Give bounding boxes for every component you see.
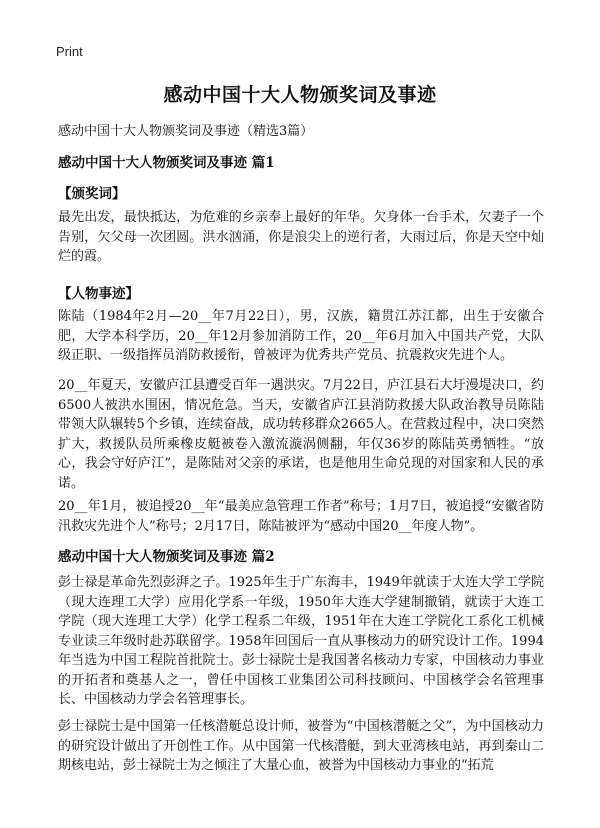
article2-heading-block bbox=[58, 545, 544, 565]
print-link[interactable]: Print bbox=[56, 44, 83, 59]
award-text: 最先出发，最快抵达，为危难的乡亲奉上最好的年华。欠身体一台手术，欠妻子一个告别，欠父母一次团圆。洪水汹涌，你是浪尖上的逆行者，大雨过后，你是天空中灿烂的霞。 bbox=[58, 210, 544, 264]
article2-paragraph-2: 彭士禄院士是中国第一任核潜艇总设计师，被誉为“中国核潜艇之父”，为中国核动力的研究设计做出了开创性工作。从中国第一代核潜艇，到大亚湾核电站，再到秦山二期核电站，彭士禄院士为之倾注了大量心血，被誉为中国核动力事业的“拓荒 bbox=[58, 719, 544, 773]
award-heading: 【颁奖词】 bbox=[58, 186, 126, 202]
article2-paragraph-1: 彭士禄是革命先烈彭湃之子。1925年生于广东海丰，1949年就读于大连大学工学院（现大连理工大学）应用化学系一年级，1950年大连大学建制撤销，就读于大连工学院（现大连理工大学）化学工程系二年级，1951年在大连工学院化工系化工机械专业读三年级时赴苏联留学。1958年回国后一直从事核动力的研究设计工作。1994年当选为中国工程院首批院士。彭士禄院士是我国著名核动力专家，中国核动力事业的开拓者和奠基人之一，曾任中国核工业集团公司科技顾问、中国核学会名管理事长、中国核动力学会名管理事长。 bbox=[58, 575, 544, 707]
deeds-heading-block bbox=[58, 282, 544, 302]
deeds-paragraph-2-block bbox=[58, 376, 544, 493]
deeds-paragraph-3: 20__年1月，被追授20__年“最美应急管理工作者”称号；1月7日，被追授“安徽省防汛救灾先进个人”称号；2月17日，陈陆被评为“感动中国20__年度人物”。 bbox=[58, 499, 544, 534]
article2-paragraph-2-block bbox=[58, 717, 544, 776]
deeds-paragraph-3-block bbox=[58, 497, 544, 536]
document-title: 感动中国十大人物颁奖词及事迹 bbox=[163, 84, 437, 106]
document-subtitle: 感动中国十大人物颁奖词及事迹（精选3篇） bbox=[58, 124, 314, 139]
article2-paragraph-1-block bbox=[58, 573, 544, 710]
article1-heading-block bbox=[58, 151, 544, 171]
award-heading-block bbox=[58, 182, 544, 202]
deeds-heading: 【人物事迹】 bbox=[58, 286, 139, 302]
article1-heading: 感动中国十大人物颁奖词及事迹 篇1 bbox=[58, 155, 275, 171]
award-text-block bbox=[58, 208, 544, 267]
article2-heading: 感动中国十大人物颁奖词及事迹 篇2 bbox=[58, 549, 275, 565]
deeds-paragraph-2: 20__年夏天，安徽庐江县遭受百年一遇洪灾。7月22日，庐江县石大圩漫堤决口，约6500人被洪水围困，情况危急。当天，安徽省庐江县消防救援大队政治教导员陈陆带领大队辗转5个乡镇，连续奋战，成功转移群众2665人。在营救过程中，决口突然扩大，救援队员所乘橡皮艇被卷入激流漩涡侧翻，年仅36岁的陈陆英勇牺牲。“放心，我会守好庐江”，是陈陆对父亲的承诺，也是他用生命兑现的对国家和人民的承诺。 bbox=[58, 378, 544, 491]
deeds-paragraph-1-block bbox=[58, 307, 544, 366]
deeds-paragraph-1: 陈陆（1984年2月—20__年7月22日），男，汉族，籍贯江苏江都，出生于安徽合肥，大学本科学历，20__年12月参加消防工作，20__年6月加入中国共产党，大队级正职、一级指挥员消防救援衔，曾被评为优秀共产党员、抗震救灾先进个人。 bbox=[58, 309, 544, 363]
